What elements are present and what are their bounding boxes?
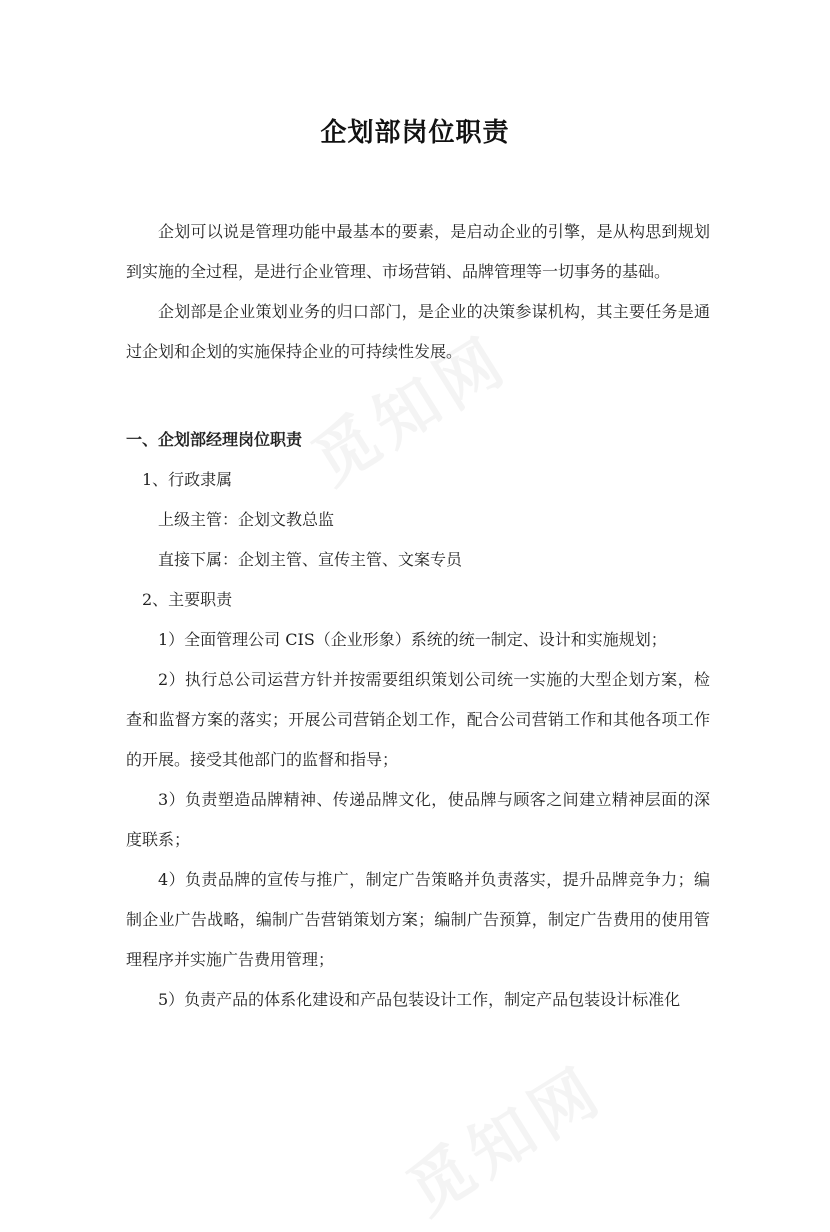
page-title: 企划部岗位职责 (320, 118, 510, 148)
intro-paragraph: 企划可以说是管理功能中最基本的要素，是启动企业的引擎，是从构思到规划到实施的全过程，是进行企业管理、市场营销、品牌管理等一切事务的基础。 (126, 222, 710, 281)
subsection-heading: 1、行政隶属 (142, 470, 233, 489)
duty-item: 4）负责品牌的宣传与推广，制定广告策略并负责落实，提升品牌竞争力；编制企业广告战略，编制广告营销策划方案；编制广告预算，制定广告费用的使用管理程序并实施广告费用管理； (126, 870, 710, 969)
section-heading: 一、企划部经理岗位职责 (126, 430, 303, 449)
intro-paragraph: 企划部是企业策划业务的归口部门，是企业的决策参谋机构，其主要任务是通过企划和企划的实施保持企业的可持续性发展。 (126, 302, 710, 361)
superior-line: 上级主管：企划文教总监 (158, 510, 335, 529)
subsection-heading: 2、主要职责 (142, 590, 233, 609)
watermark (387, 1040, 619, 1232)
subordinates-line: 直接下属：企划主管、宣传主管、文案专员 (158, 550, 463, 569)
duty-item: 5）负责产品的体系化建设和产品包装设计工作，制定产品包装设计标准化 (158, 990, 681, 1009)
duty-item: 3）负责塑造品牌精神、传递品牌文化，使品牌与顾客之间建立精神层面的深度联系； (126, 790, 710, 849)
duty-item: 2）执行总公司运营方针并按需要组织策划公司统一实施的大型企划方案，检查和监督方案的落实；开展公司营销企划工作，配合公司营销工作和其他各项工作的开展。接受其他部门的监督和指导； (126, 670, 710, 769)
duty-item: 1）全面管理公司 CIS（企业形象）系统的统一制定、设计和实施规划； (158, 630, 667, 649)
document-body (126, 212, 710, 1020)
